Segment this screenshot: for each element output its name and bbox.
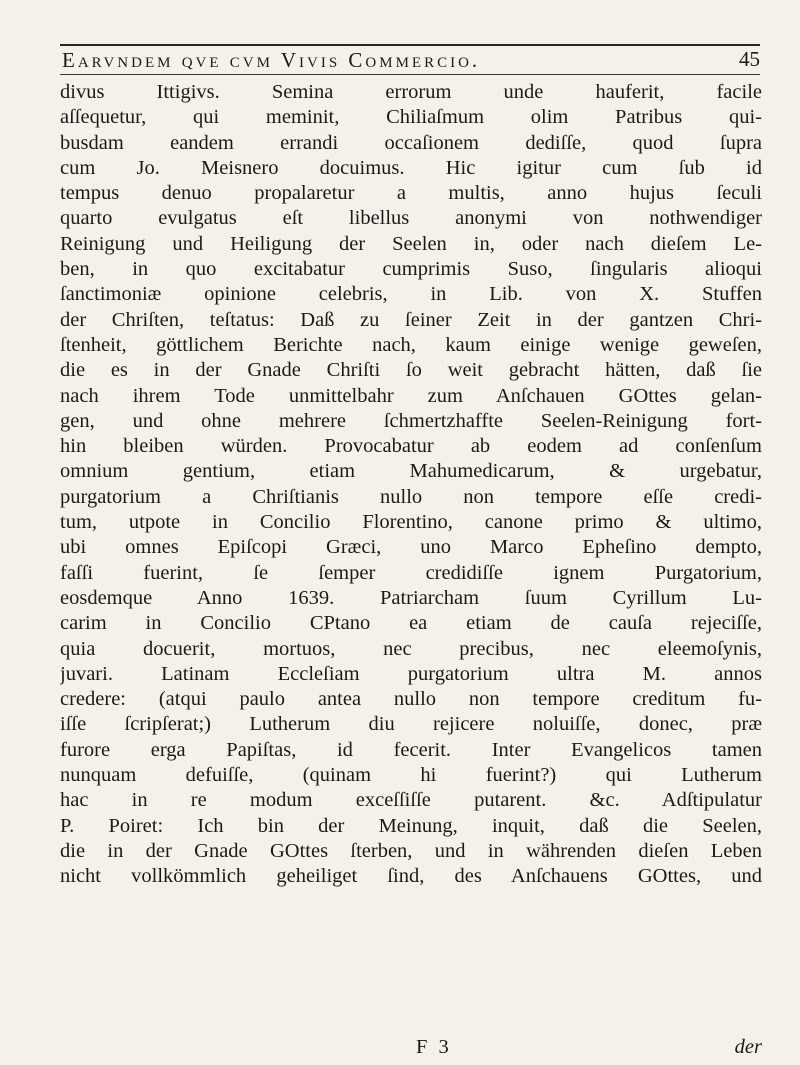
text-line: nunquam defuiſſe, (quinam hi fuerint?) qui Lutherum [60, 764, 762, 787]
text-line: iſſe ſcripſerat;) Lutherum diu rejicere noluiſſe, donec, præ [60, 713, 762, 736]
signature-mark: F 3 [416, 1036, 452, 1058]
text-line: ubi omnes Epiſcopi Græci, uno Marco Epheſino dempto, [60, 536, 762, 559]
text-line: hac in re modum exceſſiſſe putarent. &c. Adſtipulatur [60, 789, 762, 812]
text-line: ſanctimoniæ opinione celebris, in Lib. von X. Stuffen [60, 283, 762, 306]
text-line: quia docuerit, mortuos, nec precibus, nec eleemoſynis, [60, 637, 762, 660]
text-line: cum Jo. Meisnero docuimus. Hic igitur cum ſub id [60, 156, 762, 179]
page-footer [60, 1036, 762, 1061]
text-line: die in der Gnade GOttes ſterben, und in währenden dieſen Leben [60, 839, 762, 862]
page-number: 45 [739, 47, 760, 71]
text-line: der Chriſten, teſtatus: Daß zu ſeiner Zeit in der gantzen Chri- [60, 308, 762, 331]
text-line: busdam eandem errandi occaſionem dediſſe, quod ſupra [60, 131, 762, 154]
header-rule [60, 74, 760, 75]
text-line: faſſi fuerint, ſe ſemper credidiſſe ignem Purgatorium, [60, 561, 762, 584]
text-line: furore erga Papiſtas, id fecerit. Inter Evangelicos tamen [60, 738, 762, 761]
text-line: ſtenheit, göttlichem Berichte nach, kaum einige wenige geweſen, [60, 333, 762, 356]
text-line: gen, und ohne mehrere ſchmertzhaffte Seelen-Reinigung fort- [60, 409, 762, 432]
text-line: carim in Concilio CPtano ea etiam de cauſa rejeciſſe, [60, 612, 762, 635]
text-line: Reinigung und Heiligung der Seelen in, oder nach dieſem Le- [60, 232, 762, 255]
text-line: purgatorium a Chriſtianis nullo non tempore eſſe credi- [60, 485, 762, 508]
header-top-rule [60, 44, 760, 46]
running-head: Earvndem qve cvm Vivis Commercio. [62, 48, 481, 72]
text-line: quarto evulgatus eſt libellus anonymi von nothwendiger [60, 207, 762, 230]
text-line: tum, utpote in Concilio Florentino, canone primo & ultimo, [60, 511, 762, 534]
text-line: tempus denuo propalaretur a multis, anno hujus ſeculi [60, 182, 762, 205]
text-line: eosdemque Anno 1639. Patriarcham ſuum Cyrillum Lu- [60, 586, 762, 609]
body-text [60, 80, 762, 890]
text-line: die es in der Gnade Chriſti ſo weit gebracht hätten, daß ſie [60, 359, 762, 382]
text-line: hin bleiben würden. Provocabatur ab eodem ad conſenſum [60, 435, 762, 458]
text-line: divus Ittigivs. Semina errorum unde hauferit, facile [60, 81, 762, 103]
text-line: P. Poiret: Ich bin der Meinung, inquit, daß die Seelen, [60, 814, 762, 837]
text-line: omnium gentium, etiam Mahumedicarum, & urgebatur, [60, 460, 762, 483]
text-line: nach ihrem Tode unmittelbahr zum Anſchauen GOttes gelan- [60, 384, 762, 407]
text-line: nicht vollkömmlich geheiliget ſind, des Anſchauens GOttes, und [60, 865, 762, 888]
text-line: credere: (atqui paulo antea nullo non tempore creditum fu- [60, 688, 762, 711]
text-line: ben, in quo excitabatur cumprimis Suso, ſingularis alioqui [60, 258, 762, 281]
text-line: aſſequetur, qui meminit, Chiliaſmum olim Patribus qui- [60, 106, 762, 129]
page-header [60, 44, 760, 74]
catchword: der [734, 1036, 762, 1058]
text-line: juvari. Latinam Eccleſiam purgatorium ultra M. annos [60, 662, 762, 685]
